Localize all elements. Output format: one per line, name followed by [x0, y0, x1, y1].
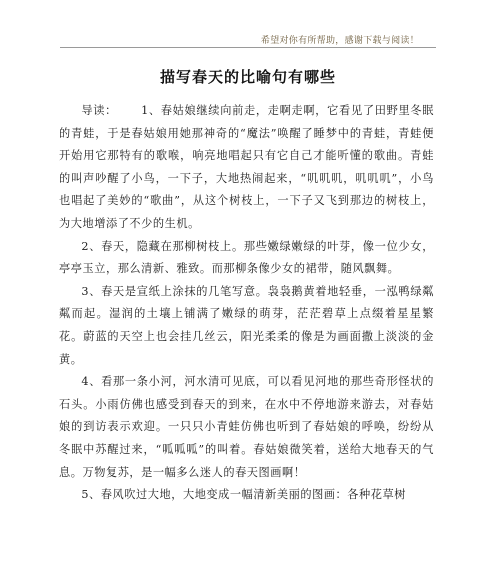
header-divider: [60, 47, 436, 48]
paragraph-5: 5、春风吹过大地，大地变成一幅清新美丽的图画：各种花草树: [81, 488, 406, 502]
document-body: [59, 100, 434, 507]
header-note: 希望对你有所帮助，感谢下载与阅读！: [260, 36, 419, 46]
paragraph-4: 4、看那一条小河，河水清可见底，可以看见河地的那些奇形怪状的石头。小雨仿佛也感受到春天的到来，在水中不停地游来游去，对春姑娘的到访表示欢迎。一只只小青蛙仿佛也听到了春姑娘的呼唤，纷纷从冬眠中苏醒过来，“呱呱呱”的叫着。春姑娘微笑着，送给大地春天的气息。万物复苏，是一幅多么迷人的春天图画啊！: [59, 375, 434, 479]
intro-paragraph: [59, 100, 434, 236]
intro-label: 导读：: [81, 104, 118, 117]
page-title: 描写春天的比喻句有哪些: [159, 68, 336, 86]
paragraph-3: 3、春天是宣纸上涂抹的几笔写意。袅袅鹅黄着地轻垂，一泓鸭绿粼粼而起。湿润的土壤上铺满了嫩绿的萌芽，茫茫碧草上点缀着星星繁花。蔚蓝的天空上也会挂几丝云，阳光柔柔的像是为画面撒上淡淡的金黄。: [59, 284, 434, 366]
paragraph-2: 2、春天，隐藏在那柳树枝上。那些嫩绿嫩绿的叶芽，像一位少女，亭亭玉立，那么清新、雅致。而那柳条像少女的裙带，随风飘舞。: [59, 239, 434, 276]
intro-text: 1、春姑娘继续向前走，走啊走啊，它看见了田野里冬眠的青蛙，于是春姑娘用她那神奇的“魔法”唤醒了睡梦中的青蛙，青蛙便开始用它那特有的歌喉，响亮地唱起只有它自己才能听懂的歌曲。青蛙的叫声吵醒了小鸟，一下子，大地热闹起来，“叽叽叽，叽叽叽”，小鸟也唱起了美妙的“歌曲”，从这个树枝上，一下子又飞到那边的树枝上，为大地增添了不少的生机。: [59, 104, 435, 230]
